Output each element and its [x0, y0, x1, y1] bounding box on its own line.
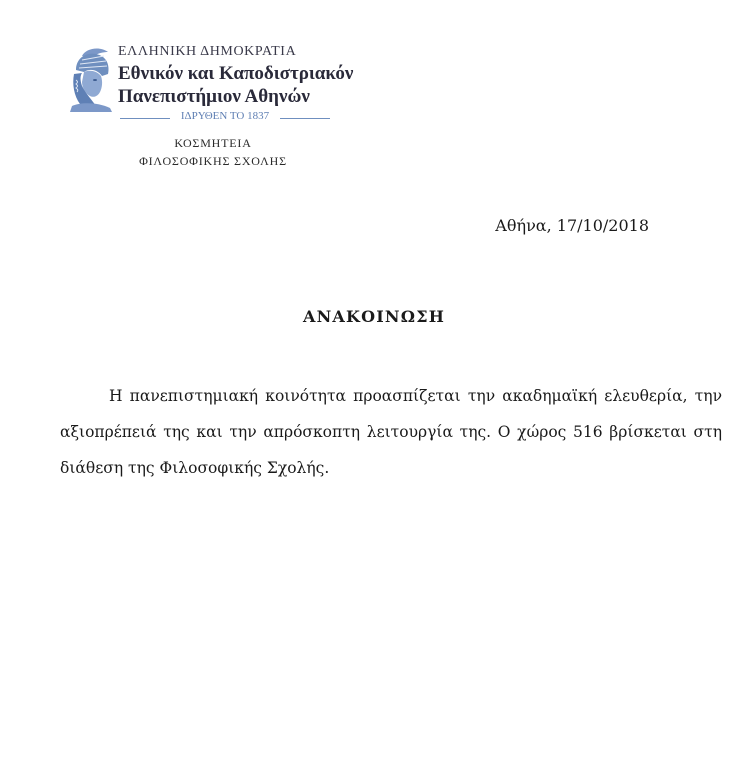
republic-title: ΕΛΛΗΝΙΚΗ ΔΗΜΟΚΡΑΤΙΑ	[118, 44, 297, 59]
founded-banner	[120, 110, 330, 126]
university-name-line2: Πανεπιστήμιον Αθηνών	[118, 86, 310, 107]
founded-text: ΙΔΡΥΘΕΝ ΤΟ 1837	[180, 110, 270, 122]
school-name: ΦΙΛΟΣΟΦΙΚΗΣ ΣΧΟΛΗΣ	[139, 154, 287, 168]
university-name-line1: Εθνικόν και Καποδιστριακόν	[118, 63, 354, 84]
athena-head-icon	[68, 46, 116, 112]
founded-rule-right	[280, 118, 330, 119]
deanship-label: ΚΟΣΜΗΤΕΙΑ	[174, 136, 252, 150]
letterhead	[68, 44, 388, 174]
announcement-heading: ΑΝΑΚΟΙΝΩΣΗ	[302, 307, 446, 326]
announcement-body: Η πανεπιστημιακή κοινότητα προασπίζεται την ακαδημαϊκή ελευθερία, την αξιοπρέπειά της και την απρόσκοπτη λειτουργία της. Ο χώρος 516 βρίσκεται στη διάθεση της Φιλοσοφικής Σχολής.	[60, 386, 722, 477]
document-date: Αθήνα, 17/10/2018	[495, 216, 649, 235]
founded-rule-left	[120, 118, 170, 119]
